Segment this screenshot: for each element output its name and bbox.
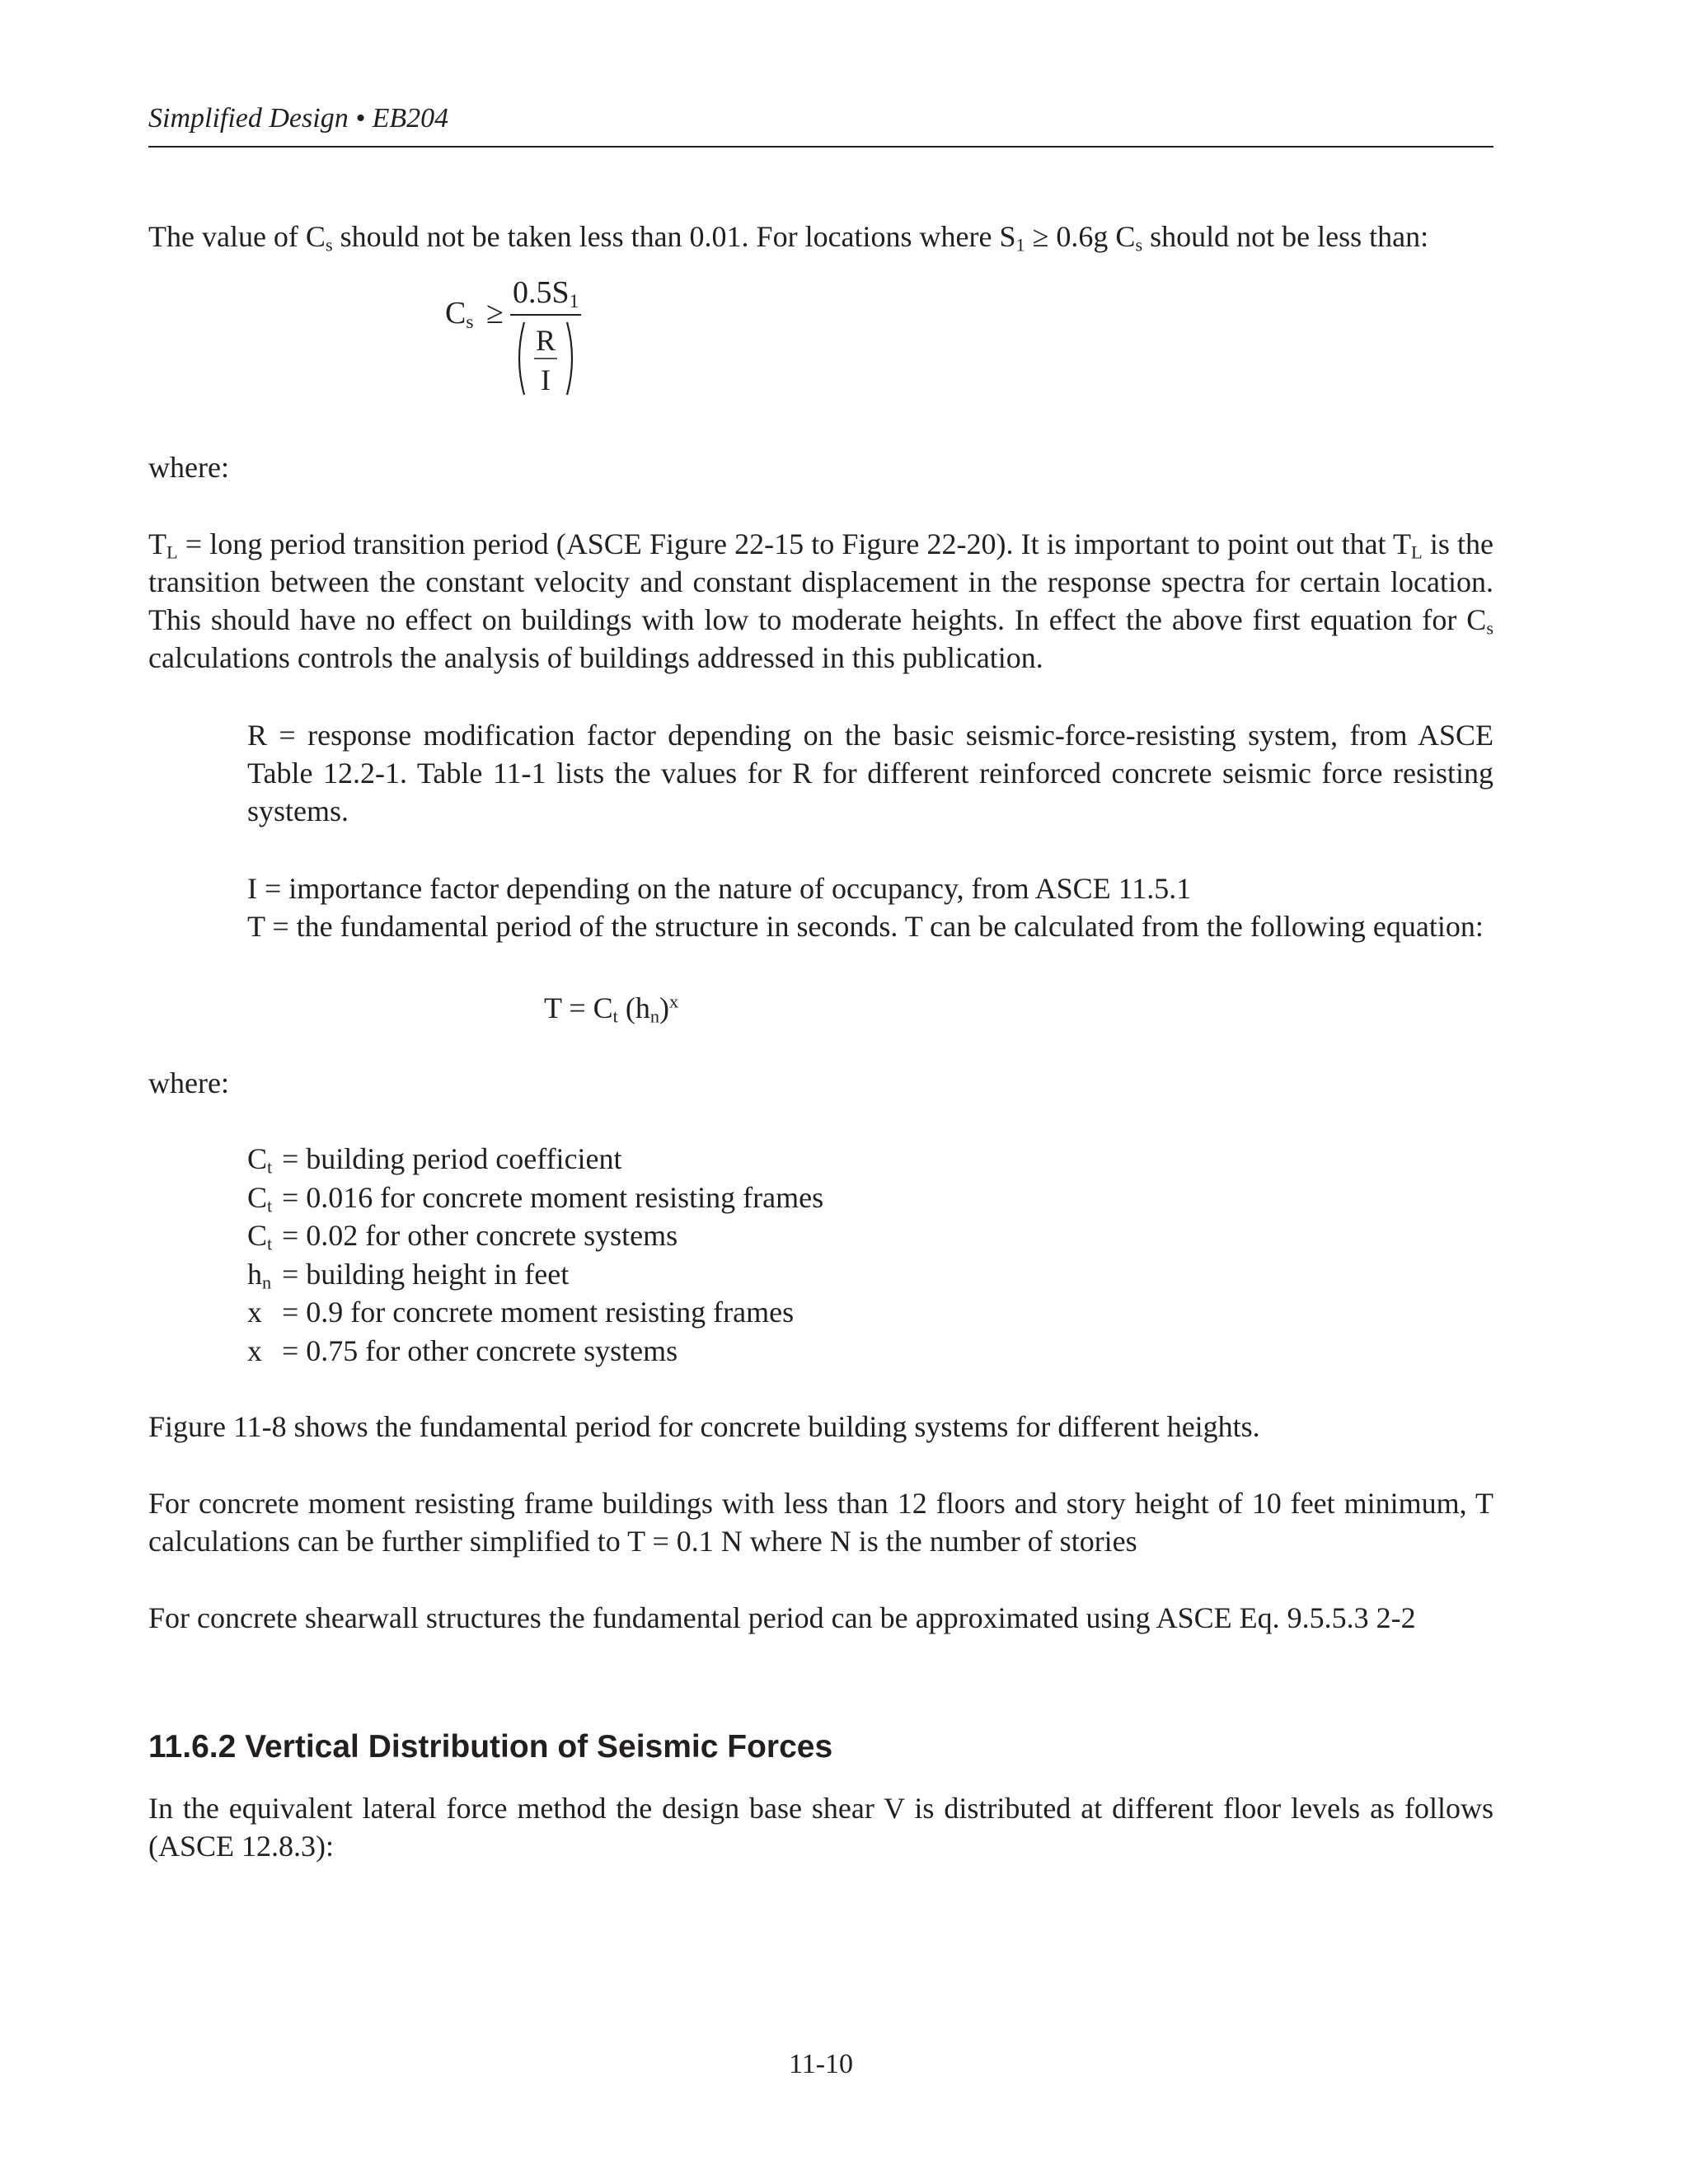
header-rule	[148, 146, 1493, 148]
paragraph-tl-definition: $T_L$ = long period transition period (ASCE Figure 22-15 to Figure 22-20). It is important to point out that $T_L$ is the transition between the constant velocity and constant displacement in the response spectra for certain location. This should have no effect on buildings with low to moderate heights. In effect the above first equation for $C_s$ calculations controls the analysis of buildings addressed in this publication.	[148, 527, 1493, 674]
list-item: $h_n$ = building height in feet	[247, 1257, 570, 1293]
running-header: Simplified Design • EB204	[148, 103, 449, 134]
paragraph-cs-minimum: The value of $C_s$ should not be taken less than 0.01. For locations where $S_1 \ge 0.6g$ $C_s$ should not be less than:	[148, 220, 1429, 255]
formula-denominator	[513, 319, 579, 398]
paragraph-moment-frame: For concrete moment resisting frame buildings with less than 12 floors and story height of 10 feet minimum, T calculations can be further simplified to T = 0.1 N where N is the number of stories	[148, 1487, 1493, 1558]
formula-cs-minimum	[445, 276, 593, 408]
inner-numerator-r: R	[535, 324, 556, 357]
list-item: $C_t$ = 0.016 for concrete moment resisting frames	[247, 1180, 824, 1216]
paragraph-vertical-distribution: In the equivalent lateral force method the design base shear V is distributed at different floor levels as follows (ASCE 12.8.3):	[148, 1792, 1493, 1863]
list-item: $C_t$ = building period coefficient	[247, 1142, 622, 1178]
list-item: x = 0.75 for other concrete systems	[247, 1333, 678, 1367]
formula-numerator: $0.5S_1$	[513, 275, 579, 312]
list-item: x = 0.9 for concrete moment resisting frames	[247, 1296, 795, 1329]
section-heading: 11.6.2 Vertical Distribution of Seismic Forces	[148, 1729, 833, 1765]
greater-equal-sign: ≥	[486, 296, 504, 330]
paragraph-i-definition: I = importance factor depending on the nature of occupancy, from ASCE 11.5.1	[247, 872, 1192, 905]
page-number: 11-10	[788, 2049, 854, 2079]
formula-period: $T = C_t$ $(h_n)^x$	[544, 991, 679, 1027]
paragraph-r-definition: R = response modification factor depending on the basic seismic-force-resisting system, from ASCE Table 12.2-1. Table 11-1 lists the values for R for different reinforced concrete seismic force resisting systems.	[247, 719, 1493, 827]
paragraph-figure-reference: Figure 11-8 shows the fundamental period for concrete building systems for different heights.	[148, 1410, 1260, 1443]
formula-lhs: $C_s$	[445, 296, 474, 333]
fraction-bar	[510, 314, 581, 316]
paragraph-t-definition: T = the fundamental period of the structure in seconds. T can be calculated from the following equation:	[247, 910, 1484, 943]
where-label-2: where:	[148, 1066, 229, 1099]
variable-list	[247, 1140, 1236, 1370]
where-label-1: where:	[148, 451, 229, 484]
paragraph-shearwall: For concrete shearwall structures the fundamental period can be approximated using ASCE Eq. 9.5.5.3 2-2	[148, 1601, 1416, 1634]
inner-denominator-i: I	[541, 363, 551, 396]
list-item: $C_t$ = 0.02 for other concrete systems	[247, 1219, 678, 1254]
